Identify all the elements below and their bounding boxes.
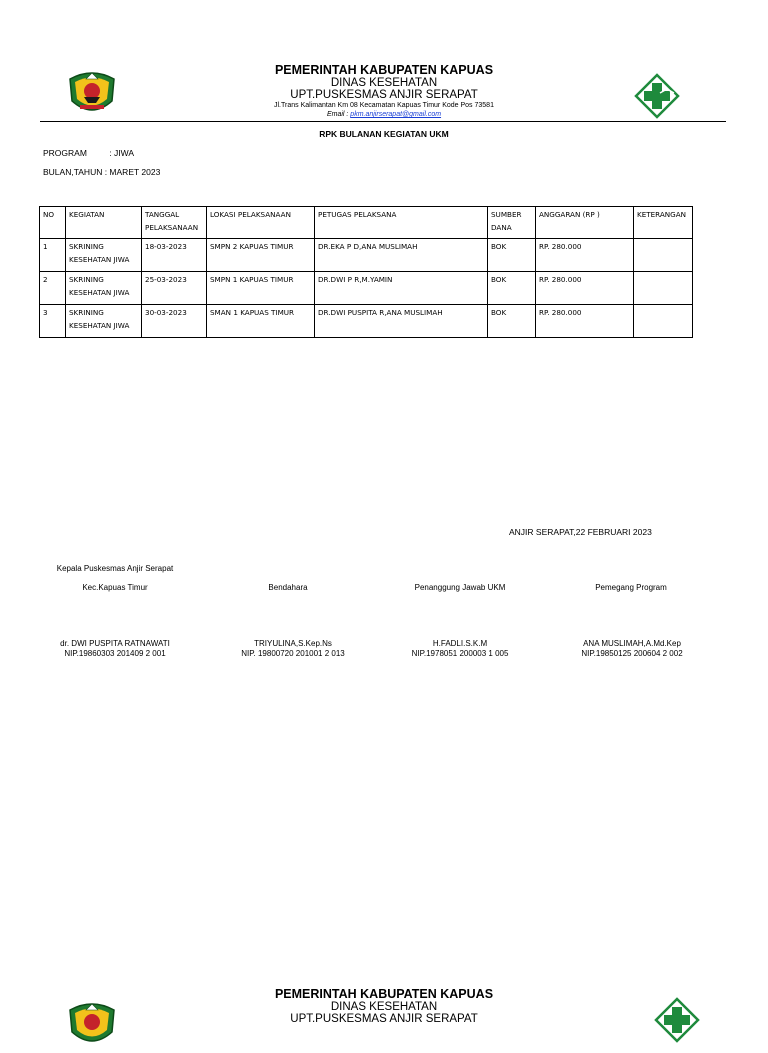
cell-kegiatan: SKRINING KESEHATAN JIWA <box>66 272 142 305</box>
header-title: PEMERINTAH KABUPATEN KAPUAS <box>274 987 494 1001</box>
treasurer-name-block <box>223 639 363 659</box>
col-no: NO <box>40 207 66 239</box>
cell-petugas: DR.DWI PUSPITA R,ANA MUSLIMAH <box>315 305 488 338</box>
col-lokasi: LOKASI PELAKSANAAN <box>207 207 315 239</box>
place-date: ANJIR SERAPAT,22 FEBRUARI 2023 <box>509 527 652 537</box>
program-name-block <box>566 639 698 659</box>
header-title: PEMERINTAH KABUPATEN KAPUAS <box>274 63 494 77</box>
head-nip: NIP.19860303 201409 2 001 <box>64 649 166 658</box>
cell-sumber-dana: BOK <box>488 239 536 272</box>
signature-program-title: Pemegang Program <box>595 583 667 592</box>
head-title-1: Kepala Puskesmas Anjir Serapat <box>56 564 174 573</box>
cell-keterangan <box>634 305 693 338</box>
col-anggaran: ANGGARAN (RP ) <box>536 207 634 239</box>
col-kegiatan: KEGIATAN <box>66 207 142 239</box>
activity-table <box>39 206 693 338</box>
email-link[interactable]: pkm.anjirserapat@gmail.com <box>350 111 442 118</box>
cell-no: 2 <box>40 272 66 305</box>
puskesmas-emblem-icon <box>654 997 700 1043</box>
treasurer-name: TRIYULINA,S.Kep.Ns <box>254 639 332 648</box>
signature-treasurer-title: Bendahara <box>268 583 308 592</box>
ukm-name: H.FADLI.S.K.M <box>432 639 488 648</box>
program-nip: NIP.19850125 200604 2 002 <box>581 649 683 658</box>
cell-sumber-dana: BOK <box>488 272 536 305</box>
cell-kegiatan: SKRINING KESEHATAN JIWA <box>66 305 142 338</box>
col-tanggal: TANGGAL PELAKSANAAN <box>142 207 207 239</box>
header-divider <box>40 121 726 122</box>
head-name-block <box>40 639 190 659</box>
header-unit: UPT.PUSKESMAS ANJIR SERAPAT <box>290 89 478 101</box>
ukm-name-block <box>390 639 530 659</box>
cell-anggaran: RP. 280.000 <box>536 239 634 272</box>
head-title-2: Kec.Kapuas Timur <box>82 583 148 592</box>
header-address: Jl.Trans Kalimantan Km 08 Kecamatan Kapuas Timur Kode Pos 73581 <box>274 102 494 109</box>
cell-lokasi: SMPN 1 KAPUAS TIMUR <box>207 272 315 305</box>
table-header-row <box>40 207 693 239</box>
program-line <box>43 148 134 158</box>
treasurer-nip: NIP. 19800720 201001 2 013 <box>241 649 345 658</box>
cell-no: 3 <box>40 305 66 338</box>
puskesmas-emblem-icon <box>634 73 680 119</box>
cell-kegiatan: SKRINING KESEHATAN JIWA <box>66 239 142 272</box>
document-title: RPK BULANAN KEGIATAN UKM <box>319 129 449 139</box>
period-line: BULAN,TAHUN : MARET 2023 <box>43 167 161 177</box>
header-department: DINAS KESEHATAN <box>330 77 438 89</box>
cell-no: 1 <box>40 239 66 272</box>
cell-petugas: DR.EKA P D,ANA MUSLIMAH <box>315 239 488 272</box>
header-unit: UPT.PUSKESMAS ANJIR SERAPAT <box>290 1013 478 1025</box>
col-keterangan: KETERANGAN <box>634 207 693 239</box>
cell-sumber-dana: BOK <box>488 305 536 338</box>
table-row <box>40 305 693 338</box>
cell-anggaran: RP. 280.000 <box>536 272 634 305</box>
program-label: PROGRAM <box>43 148 87 158</box>
cell-anggaran: RP. 280.000 <box>536 305 634 338</box>
cell-lokasi: SMPN 2 KAPUAS TIMUR <box>207 239 315 272</box>
cell-keterangan <box>634 239 693 272</box>
signature-head <box>40 564 190 593</box>
col-petugas: PETUGAS PELAKSANA <box>315 207 488 239</box>
cell-tanggal: 25-03-2023 <box>142 272 207 305</box>
table-row <box>40 272 693 305</box>
ukm-nip: NIP.1978051 200003 1 005 <box>411 649 509 658</box>
program-value: : JIWA <box>109 148 135 158</box>
program-name: ANA MUSLIMAH,A.Md.Kep <box>583 639 681 648</box>
signature-ukm-title: Penanggung Jawab UKM <box>414 583 506 592</box>
table-row <box>40 239 693 272</box>
cell-petugas: DR.DWI P R,M.YAMIN <box>315 272 488 305</box>
cell-tanggal: 30-03-2023 <box>142 305 207 338</box>
email-label: Email : <box>326 111 349 118</box>
head-name: dr. DWI PUSPITA RATNAWATI <box>60 639 170 648</box>
cell-keterangan <box>634 272 693 305</box>
cell-lokasi: SMAN 1 KAPUAS TIMUR <box>207 305 315 338</box>
header-department: DINAS KESEHATAN <box>330 1001 438 1013</box>
cell-tanggal: 18-03-2023 <box>142 239 207 272</box>
col-sumber-dana: SUMBER DANA <box>488 207 536 239</box>
